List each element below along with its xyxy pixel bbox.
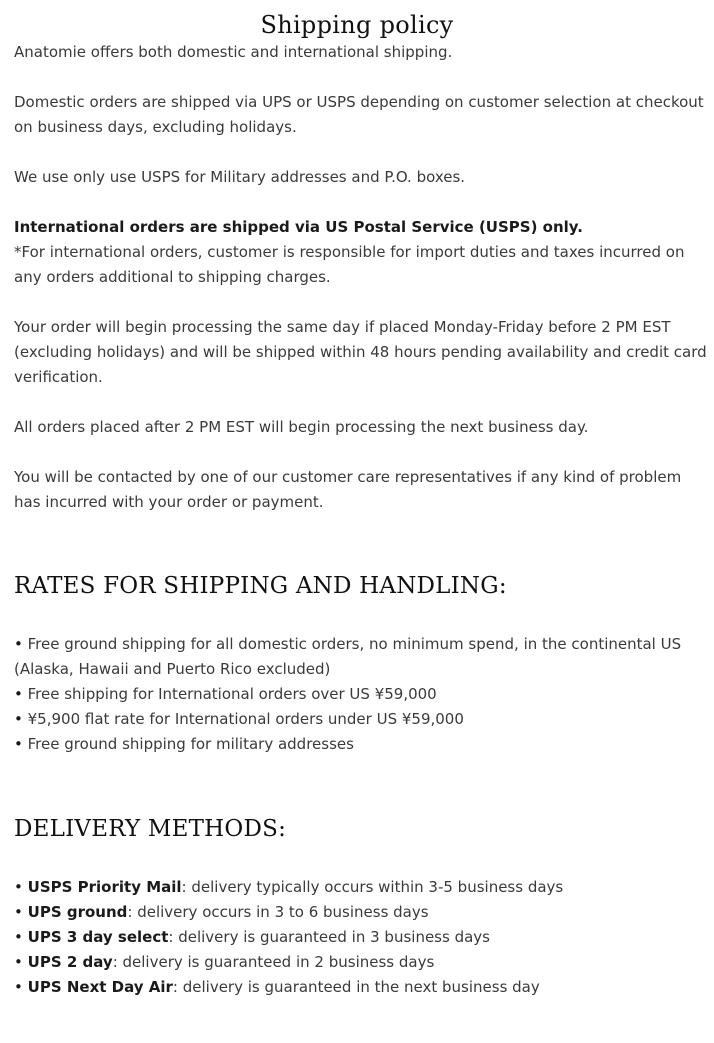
military-paragraph: We use only use USPS for Military addresses and P.O. boxes. bbox=[14, 168, 466, 186]
delivery-method: UPS Next Day Air bbox=[27, 978, 173, 996]
bullet-glyph: • bbox=[14, 903, 23, 921]
delivery-list bbox=[14, 875, 710, 1000]
delivery-detail: : delivery is guaranteed in 3 business days bbox=[168, 928, 490, 946]
bullet-glyph: • bbox=[14, 928, 23, 946]
processing-paragraph: Your order will begin processing the same day if placed Monday-Friday before 2 PM EST (excluding holidays) and will be shipped within 48 hours pending availability and credit card verification. bbox=[14, 318, 707, 386]
bullet-glyph: • bbox=[14, 710, 23, 728]
delivery-item bbox=[14, 975, 710, 1000]
rates-item: • Free ground shipping for military addresses bbox=[14, 735, 354, 753]
rates-item: • ¥5,900 flat rate for International orders under US ¥59,000 bbox=[14, 710, 464, 728]
spacer bbox=[14, 290, 710, 315]
rates-heading: RATES FOR SHIPPING AND HANDLING: bbox=[14, 573, 507, 599]
spacer bbox=[14, 140, 710, 165]
bullet-glyph: • bbox=[14, 978, 23, 996]
delivery-item bbox=[14, 900, 710, 925]
delivery-detail: : delivery occurs in 3 to 6 business days bbox=[127, 903, 429, 921]
delivery-item bbox=[14, 950, 710, 975]
intro-paragraph: Anatomie offers both domestic and international shipping. bbox=[14, 43, 453, 61]
international-note: *For international orders, customer is responsible for import duties and taxes incurred on any orders additional to shipping charges. bbox=[14, 243, 685, 286]
shipping-policy-page bbox=[14, 0, 710, 1000]
bullet-glyph: • bbox=[14, 735, 23, 753]
spacer bbox=[14, 390, 710, 415]
delivery-method: UPS 3 day select bbox=[27, 928, 169, 946]
bullet-glyph: • bbox=[14, 878, 23, 896]
bullet-glyph: • bbox=[14, 685, 23, 703]
spacer bbox=[14, 190, 710, 215]
delivery-method: UPS ground bbox=[27, 903, 128, 921]
spacer bbox=[14, 845, 710, 875]
rates-item: • Free shipping for International orders over US ¥59,000 bbox=[14, 685, 437, 703]
spacer bbox=[14, 602, 710, 632]
delivery-item bbox=[14, 925, 710, 950]
delivery-method: USPS Priority Mail bbox=[27, 878, 182, 896]
delivery-item bbox=[14, 875, 710, 900]
international-paragraph bbox=[14, 215, 710, 290]
bullet-glyph: • bbox=[14, 635, 23, 653]
delivery-heading: DELIVERY METHODS: bbox=[14, 816, 287, 842]
after-cutoff-paragraph: All orders placed after 2 PM EST will begin processing the next business day. bbox=[14, 418, 589, 436]
section-spacer bbox=[14, 757, 710, 813]
spacer bbox=[14, 65, 710, 90]
section-spacer bbox=[14, 515, 710, 570]
international-bold-text: International orders are shipped via US Postal Service (USPS) only. bbox=[14, 218, 583, 236]
delivery-detail: : delivery is guaranteed in the next business day bbox=[172, 978, 540, 996]
delivery-detail: : delivery is guaranteed in 2 business days bbox=[112, 953, 435, 971]
contact-paragraph: You will be contacted by one of our customer care representatives if any kind of problem has incurred with your order or payment. bbox=[14, 468, 682, 511]
delivery-method: UPS 2 day bbox=[27, 953, 113, 971]
rates-item: • Free ground shipping for all domestic orders, no minimum spend, in the continental US (Alaska, Hawaii and Puerto Rico excluded) bbox=[14, 635, 682, 678]
page-title: Shipping policy bbox=[260, 11, 454, 39]
bullet-glyph: • bbox=[14, 953, 23, 971]
delivery-detail: : delivery typically occurs within 3-5 business days bbox=[181, 878, 564, 896]
rates-list bbox=[14, 632, 710, 757]
spacer bbox=[14, 440, 710, 465]
domestic-paragraph: Domestic orders are shipped via UPS or USPS depending on customer selection at checkout on business days, excluding holidays. bbox=[14, 93, 704, 136]
